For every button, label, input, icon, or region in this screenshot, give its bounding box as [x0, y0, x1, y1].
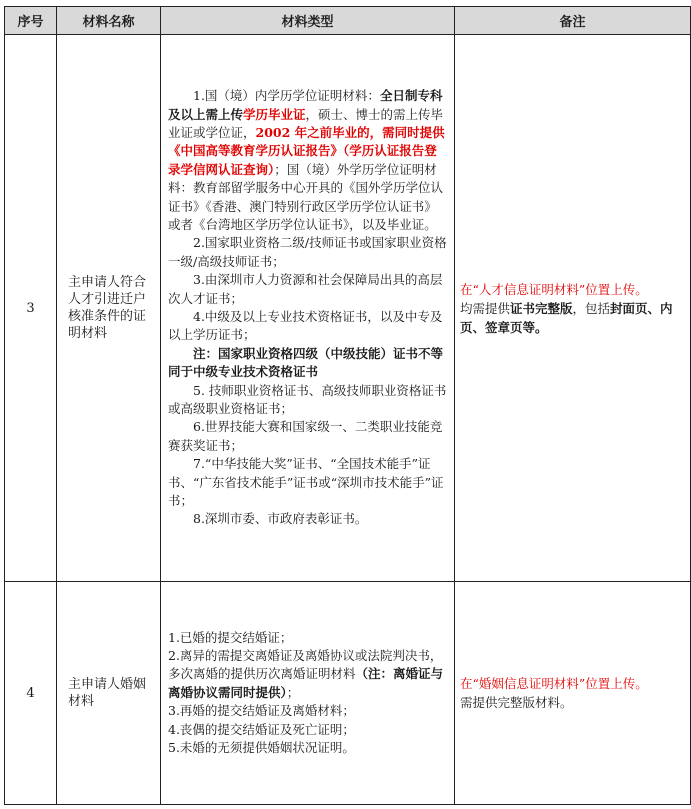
item1-text-a: 1.国（境）内学历学位证明材料：	[193, 88, 380, 104]
row4-item2-end: ；	[286, 684, 300, 700]
table-row	[5, 582, 691, 805]
row3-item1	[168, 87, 449, 234]
header-seq: 序号	[5, 7, 57, 35]
remark-t2: 证书完整版	[510, 300, 573, 316]
row3-types	[161, 35, 455, 582]
row3-seq: 3	[5, 35, 57, 582]
row4-item1: 1.已婚的提交结婚证；	[168, 629, 293, 645]
row3-remark	[455, 35, 691, 582]
item1-text-d: ，硕士、博士的需上传毕业证或学位证，	[168, 106, 444, 140]
remark-t3: ，包括	[572, 300, 611, 316]
remark-t1: 均需提供	[460, 300, 511, 316]
row3-item7: 7.“中华技能大奖”证书、“全国技术能手”证书、“广东省技术能手”证书或“深圳市技术能手”证书；	[168, 456, 444, 509]
row3-name: 主申请人符合人才引进迁户核准条件的证明材料	[57, 35, 161, 582]
row4-name: 主申请人婚姻材料	[57, 582, 161, 805]
row3-remark-text	[460, 299, 686, 337]
item1-text-b: 全日制专科及以上需上传	[168, 88, 443, 122]
row4-item2	[168, 647, 449, 702]
row4-item5: 5.未婚的无须提供婚姻状况证明。	[168, 740, 355, 756]
header-type: 材料类型	[161, 7, 455, 35]
item1-text-e: 2002 年之前毕业的，需同时提供《中国高等教育学历认证报告》（学历认证报告登录学信网认证查询）	[168, 124, 445, 177]
row4-types	[161, 582, 455, 805]
row3-item4: 4.中级及以上专业技术资格证书，以及中专及以上学历证书；	[168, 309, 443, 343]
remark-t4: 封面页、内页、签章页等。	[460, 300, 673, 335]
row4-item2-note: （注：离婚证与离婚协议需同时提供）	[168, 666, 444, 700]
row3-item8: 8.深圳市委、市政府表彰证书。	[193, 511, 368, 527]
row3-item3: 3.由深圳市人力资源和社会保障局出具的高层次人才证书；	[168, 272, 443, 306]
row3-remark-upload: 在“人才信息证明材料”位置上传。	[460, 281, 648, 297]
row3-item5: 5. 技师职业资格证书、高级技师职业资格证书或高级职业资格证书；	[168, 382, 447, 417]
row3-note: 注：国家职业资格四级（中级技能）证书不等同于中级专业技术资格证书	[168, 345, 444, 380]
row4-remark-text: 需提供完整版材料。	[460, 695, 573, 710]
row4-item3: 3.再婚的提交结婚证及离婚材料；	[168, 703, 355, 719]
table-header-row	[5, 7, 691, 35]
row4-seq: 4	[5, 582, 57, 805]
item1-text-c: 学历毕业证	[243, 106, 306, 122]
row4-item4: 4.丧偶的提交结婚证及死亡证明；	[168, 721, 355, 737]
materials-table	[4, 6, 691, 805]
row4-remark	[455, 582, 691, 805]
item1-text-f: ；国（境）外学历学位证明材料：教育部留学服务中心开具的《国外学历学位认证书》《香港、澳门特别行政区学历学位认证书》或者《台湾地区学历学位认证书》，以及毕业证。	[168, 161, 444, 232]
header-remark: 备注	[455, 7, 691, 35]
row4-remark-upload: 在“婚姻信息证明材料”位置上传。	[460, 676, 648, 691]
row3-item6: 6.世界技能大赛和国家级一、二类职业技能竞赛获奖证书；	[168, 419, 443, 453]
row3-item2: 2.国家职业资格二级/技师证书或国家职业资格一级/高级技师证书；	[168, 235, 447, 269]
row4-item2-text: 2.离异的需提交离婚证及离婚协议或法院判决书，多次离婚的提供历次离婚证明材料	[168, 647, 443, 682]
header-name: 材料名称	[57, 7, 161, 35]
table-row	[5, 35, 691, 582]
